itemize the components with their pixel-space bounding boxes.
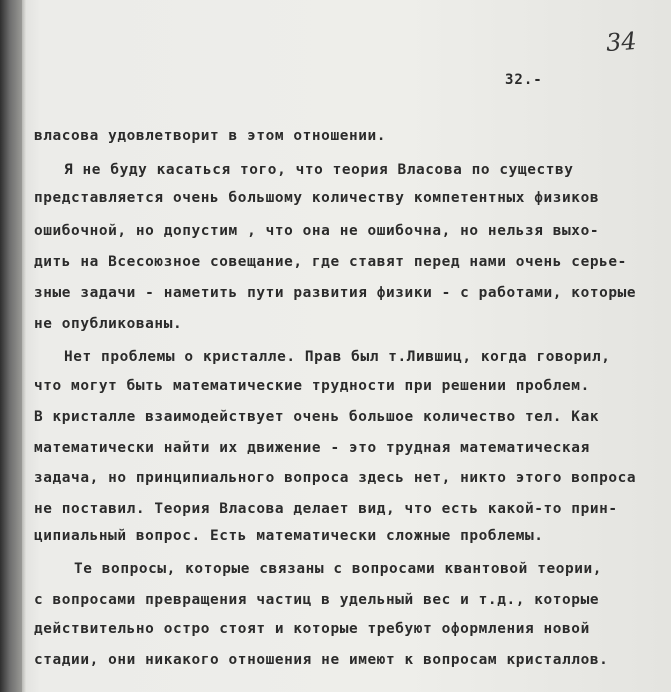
text-line: не опубликованы. bbox=[34, 316, 183, 332]
text-line: Нет проблемы о кристалле. Прав был т.Лившиц, когда говорил, bbox=[64, 349, 611, 365]
text-line: с вопросами превращения частиц в удельный вес и т.д., которые bbox=[34, 592, 600, 608]
text-line: ошибочной, но допустим , что она не ошибочна, но нельзя выхо- bbox=[34, 223, 600, 239]
binding-edge bbox=[22, 0, 26, 692]
text-line: что могут быть математические трудности при решении проблем. bbox=[34, 378, 590, 394]
text-line: зные задачи - наметить пути развития физики - с работами, которые bbox=[34, 285, 637, 301]
binding-strip bbox=[0, 0, 22, 692]
page-number: 32.- bbox=[505, 72, 543, 88]
text-line: ципиальный вопрос. Есть математически сложные проблемы. bbox=[34, 528, 544, 544]
text-line: действительно остро стоят и которые требуют оформления новой bbox=[34, 621, 590, 637]
text-line: власова удовлетворит в этом отношении. bbox=[34, 128, 387, 144]
text-line: математически найти их движение - это трудная математическая bbox=[34, 440, 590, 456]
text-line: В кристалле взаимодействует очень большое количество тел. Как bbox=[34, 409, 600, 425]
text-line: Я не буду касаться того, что теория Власова по существу bbox=[64, 162, 574, 178]
text-line: не поставил. Теория Власова делает вид, что есть какой-то прин- bbox=[34, 501, 618, 517]
text-line: дить на Всесоюзное совещание, где ставят перед нами очень серье- bbox=[34, 254, 627, 270]
text-line: стадии, они никакого отношения не имеют к вопросам кристаллов. bbox=[34, 652, 609, 668]
archive-sheet-number: 34 bbox=[605, 26, 638, 58]
text-line: представляется очень большому количеству компетентных физиков bbox=[34, 190, 600, 206]
text-line: Те вопросы, которые связаны с вопросами квантовой теории, bbox=[74, 561, 603, 577]
text-line: задача, но принципиального вопроса здесь нет, никто этого вопроса bbox=[34, 470, 637, 486]
